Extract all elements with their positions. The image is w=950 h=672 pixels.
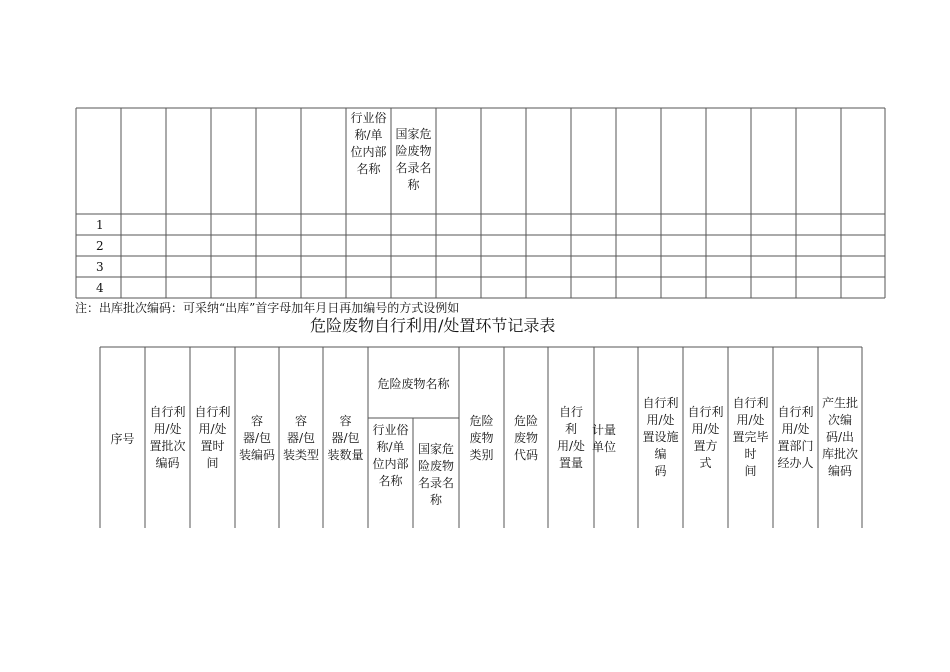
lower-header-quantity: 自行 利 用/处 置量 — [556, 405, 586, 470]
lower-header-handler: 自行利 用/处 置部门 经办人 — [777, 405, 814, 470]
upper-header-national-name: 国家危 险废物 名录名 称 — [395, 127, 432, 192]
row-number-1: 1 — [96, 218, 104, 232]
row-number-3: 3 — [96, 260, 104, 274]
lower-header-seq: 序号 — [110, 432, 135, 446]
upper-header-industry-name: 行业俗 称/单 位内部 名称 — [350, 111, 387, 176]
lower-header-industry-name: 行业俗 称/单 位内部 名称 — [372, 423, 409, 488]
lower-header-complete-time: 自行利 用/处 置完毕 时 间 — [732, 396, 769, 478]
lower-header-container-count: 容 器/包 装数量 — [327, 414, 364, 462]
lower-header-container-code: 容 器/包 装编码 — [238, 414, 275, 462]
lower-header-unit: 计量 单位 — [591, 423, 616, 454]
footnote: 注：出库批次编码：可采纳“出库”首字母加年月日再加编号的方式设例如 — [75, 301, 460, 315]
lower-header-batch-code: 自行利 用/处 置批次 编码 — [149, 405, 186, 470]
lower-header-container-type: 容 器/包 装类型 — [282, 414, 319, 462]
lower-header-facility-code: 自行利 用/处 置设施 编 码 — [642, 396, 679, 478]
lower-header-waste-name-group: 危险废物名称 — [377, 377, 450, 391]
lower-header-source-batch: 产生批 次编 码/出 库批次 编码 — [821, 396, 858, 478]
lower-header-code: 危险 废物 代码 — [513, 414, 538, 462]
lower-header-category: 危险 废物 类别 — [469, 414, 494, 462]
row-number-2: 2 — [96, 239, 104, 253]
row-number-4: 4 — [96, 281, 104, 295]
lower-header-national-name: 国家危 险废物 名录名 称 — [417, 442, 454, 507]
page-title: 危险废物自行利用/处置环节记录表 — [310, 316, 556, 335]
lower-header-time: 自行利 用/处 置时 间 — [194, 405, 231, 470]
lower-header-method: 自行利 用/处 置方 式 — [687, 405, 724, 470]
